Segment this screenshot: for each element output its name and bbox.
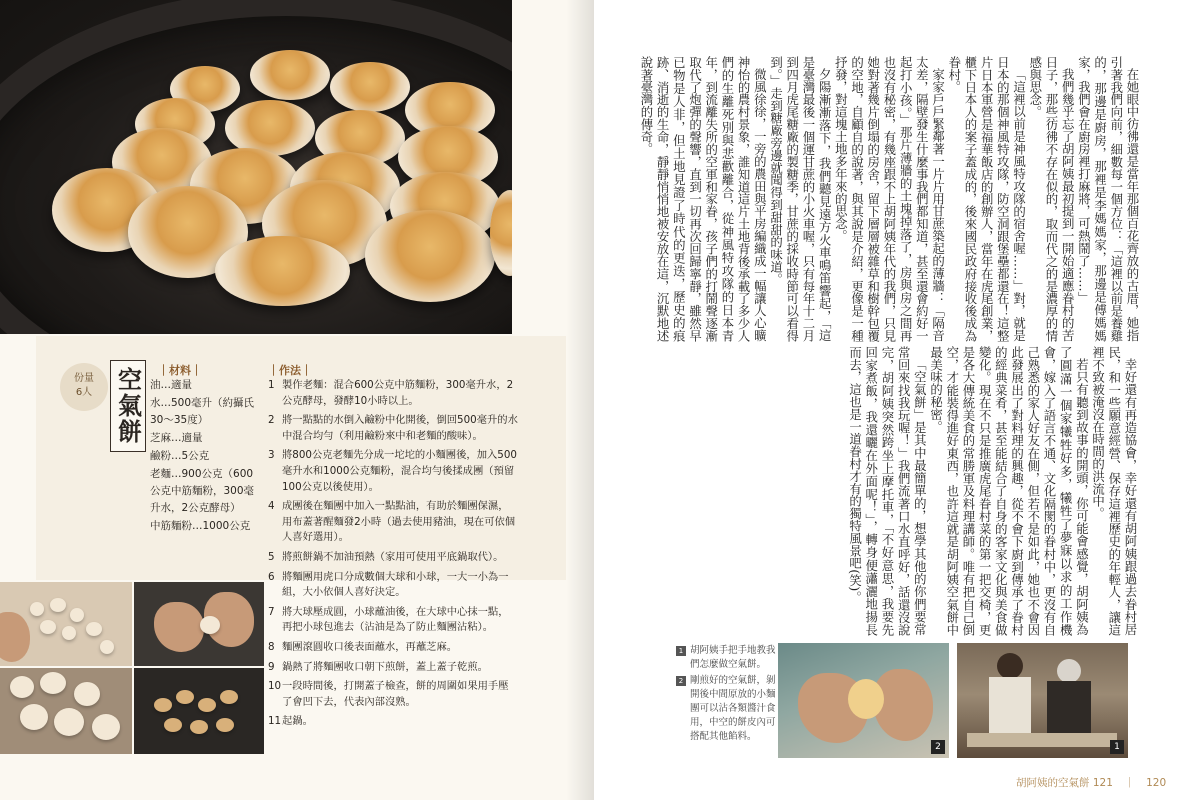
ingredient-item: 鹼粉…5公克: [150, 450, 210, 462]
article-paragraph: 「空氣餅」是其中最簡單的，想學其他的你們要常常回來找我玩喔！」我們流著口水直呼好，話還沒說完，胡阿姨突然跨坐上摩托車，「不好意思，我要先回家煮飯，我還曬在外面呢！」，轉身便瀟灑地揚長而去，這也是一道眷村才有的獨特風景吧(笑)。: [847, 346, 928, 636]
page-number: 120: [1146, 777, 1167, 789]
bun-in-pan: [190, 720, 208, 734]
process-photo-pan-frying: [134, 668, 264, 754]
dough-ball: [86, 622, 102, 636]
step-text: 一段時間後，打開蓋子檢查，餅的周圍如果用手壓了會凹下去，代表內部沒熟。: [282, 680, 509, 708]
dough-ball: [20, 704, 48, 730]
dough-ball: [100, 640, 114, 654]
left-page: [0, 0, 594, 800]
step-item: [268, 448, 518, 495]
dough-ball: [40, 620, 56, 634]
ingredient-item: 芝麻…適量: [150, 432, 203, 444]
article-paragraph: 家家戶戶緊鄰著一片片用甘蔗築起的薄牆：「隔音太差，隔壁發生什麼事我們都知道，甚至還會約好一起打小孩。」那片薄牆的土塊掉落了，房與房之間再也沒有秘密，有幾座跟不上胡阿姨年代的我們，只見她對著幾片倒塌的房舍，留下層層被雜草和樹幹包覆的空地，自顧自的說著，與其說是介紹，更像是一種抒發，對這塊土地多年來的思念。: [833, 56, 946, 342]
bun-in-pan: [154, 698, 172, 712]
dough-ball: [62, 626, 76, 640]
step-text: 將麵團用虎口分成數個大球和小球，一大一小為一組，大小依個人喜好決定。: [282, 570, 509, 599]
step-number: 2: [268, 414, 275, 427]
footer-separator: ｜: [1124, 777, 1135, 789]
bun: [330, 62, 410, 112]
hero-photo-fried-buns: [0, 0, 512, 334]
process-photo-sesame-coated: [0, 668, 132, 754]
table: [967, 733, 1117, 747]
step-number: 10: [268, 680, 282, 693]
caption-text: 胡阿姨手把手地教我們怎麼做空氣餅。: [690, 645, 776, 670]
step-text: 起鍋。: [282, 715, 313, 728]
bun: [215, 236, 350, 306]
dough-ball: [200, 616, 220, 634]
bun: [365, 210, 495, 302]
bun-in-pan: [176, 690, 194, 704]
step-item: [268, 605, 518, 636]
step-number: 9: [268, 660, 275, 673]
dough-ball: [10, 676, 34, 698]
dough-ball: [74, 682, 100, 706]
ingredient-item: 中筋麵粉…1000公克: [150, 520, 251, 532]
step-item: [268, 550, 518, 566]
process-photo-shaping: [134, 582, 264, 666]
article-paragraph: 幸好還有再造協會，幸好還有胡阿姨跟過去眷村居民，和一些願意經營、保存這裡歷史的年輕人，讓這裡不致被淹沒在時間的洪流中。: [1090, 346, 1138, 636]
caption-text: 剛煎好的空氣餅，剝開後中間原放的小麵團可以沾各類醬汁食用，中空的餅皮內可搭配其他餡料。: [690, 675, 776, 742]
article-paragraph: 夕陽漸漸落下，我們聽見遠方火車鳴笛響起，「這是臺灣最後一個運甘蔗的小火車喔，只有每年十二月到四月虎尾糖廠的製糖季，甘蔗的採收時節可以看得到。」走到糖廠旁邊就聞得到甜甜的味道。: [768, 56, 833, 342]
photo-badge: 1: [1110, 740, 1124, 754]
article-lower-text: [676, 346, 1138, 636]
article-paragraph: 我們幾乎忘了胡阿姨最初提到一開始適應眷村的苦日子，那些彷彿不存在似的，取而代之的是濃厚的情感與思念。: [1027, 56, 1076, 342]
ingredient-item: 水…500毫升（約攝氏30～35度）: [150, 397, 255, 426]
bun-in-pan: [216, 718, 234, 732]
article-paragraph: 若只有聽到故事的開頭，你可能會感覺，胡阿姨為了圓滿一個家犧牲好多，犧牲了夢寐以求的工作機會，嫁入了語言不通、文化隔閡的眷村中，更沒有自己熟悉的家人好友在側，但若不是如此，她也不會因此發展出了對料理的興趣，從不會下廚到傳承了眷村的經典菜肴，甚至能結合了自身的客家文化與美食做變化。現在不只是推廣虎尾眷村菜的第一把交椅，更是各大傳統美食的常勝軍及料理講師。唯有把自己倒空，才能裝得進好東西，也許這就是胡阿姨空氣餅中最美味的秘密。: [928, 346, 1090, 636]
person-body: [989, 677, 1031, 737]
step-number: 11: [268, 715, 282, 728]
step-item: [268, 499, 518, 546]
step-number: 8: [268, 640, 275, 653]
step-item: [268, 413, 518, 444]
step-text: 將煎餅鍋不加油預熱（家用可使用平底鍋取代）。: [282, 550, 504, 563]
bun-in-pan: [198, 698, 216, 712]
steps-header: ｜作法｜: [268, 364, 312, 377]
torn-bun: [848, 679, 884, 719]
dough-ball: [70, 608, 84, 622]
page-footer: [1016, 775, 1166, 790]
caption-item: [676, 674, 776, 744]
step-text: 鍋熱了將麵團收口朝下煎餅，蓋上蓋子乾煎。: [282, 660, 488, 673]
photo-torn-bun: [778, 643, 949, 758]
hand: [154, 602, 204, 652]
step-number: 4: [268, 500, 275, 513]
article-paragraph: 「這裡以前是神風特攻隊的宿舍喔……」對，就是日本的那個神風特攻隊，防空洞跟堡壘都還在！這整片日本軍營是福華飯店的創辦人，當年在虎尾創業，櫃下日本人的案子蓋成的，後來國民政府接收後成為眷村。: [946, 56, 1027, 342]
ingredient-list: [150, 377, 262, 536]
caption-item: [676, 644, 776, 672]
recipe-title: 空氣餅: [110, 360, 146, 452]
step-item: [268, 378, 518, 409]
dough-ball: [40, 672, 66, 694]
step-text: 將大球壓成圓，小球蘸油後，在大球中心抹一點，再把小球包進去（沾油是為了防止麵團沾粘）。: [282, 605, 509, 634]
step-item: [268, 714, 518, 730]
ingredient-item: 油…適量: [150, 379, 192, 391]
person-head: [1057, 659, 1081, 683]
caption-number: 2: [676, 676, 686, 686]
step-text: 將一點點的水倒入鹼粉中化開後，倒回500毫升的水中混合均勻（利用鹼粉來中和老麵的酸味）。: [282, 414, 518, 442]
serving-badge: [60, 363, 108, 411]
step-item: [268, 660, 518, 676]
step-number: 6: [268, 570, 275, 583]
process-photo-dough-balls: [0, 582, 132, 666]
article-paragraph: 微風徐徐，一旁的農田與平房編織成一幅讓人心曠神怡的農村景象，誰知道這片土地背後承載了多少人們的生離死別與悲歡離合，從神風特攻隊的日本青年，到流離失所的空軍和家眷，孩子們的打鬧聲逐漸取代了炮彈的聲響，直到一切再次回歸寧靜，雖然早已物是人非，但土地見證了時代的更迭，歷史的痕跡、消逝的生命，靜靜悄悄地被安放在這，沉默地述說著臺灣的傳奇。: [638, 56, 768, 342]
person-head: [997, 653, 1023, 679]
article-upper-text: [606, 56, 1140, 342]
step-item: [268, 570, 518, 601]
photo-teaching-kitchen: [957, 643, 1128, 758]
caption-number: 1: [676, 646, 686, 656]
serving-value: 6人: [75, 387, 93, 398]
bun-in-pan: [164, 718, 182, 732]
step-item: [268, 640, 518, 656]
bun-in-pan: [220, 690, 238, 704]
person-body: [1047, 681, 1091, 739]
serving-label: 份量: [74, 373, 94, 384]
step-item: [268, 679, 518, 710]
page-number-right-label: 121: [1092, 777, 1113, 789]
photo-captions: [676, 644, 776, 746]
photo-badge: 2: [931, 740, 945, 754]
ingredient-item: 老麵…900公克（600公克中筋麵粉，300毫升水，2公克酵母）: [150, 468, 255, 514]
ingredients-header: ｜材料｜: [158, 364, 202, 377]
step-number: 7: [268, 605, 275, 618]
dough-ball: [54, 708, 84, 736]
chapter-title: 胡阿姨的空氣餅: [1016, 777, 1090, 789]
dough-ball: [30, 602, 44, 616]
step-number: 3: [268, 449, 275, 462]
step-number: 5: [268, 550, 275, 563]
dough-ball: [92, 714, 120, 740]
step-text: 麵團滾圓收口後表面蘸水，再蘸芝麻。: [282, 640, 458, 653]
step-number: 1: [268, 379, 275, 391]
bun: [250, 50, 330, 100]
article-paragraph: 在她眼中彷彿還是當年那個百花齊放的古厝，她指引著我們向前，細數每一個方位：「這裡以前是養雞的，那邊是廚房，那裡是李媽媽家，那邊是傅媽媽家，我們會在廚房裡打麻將，可熱鬧了……」: [1076, 56, 1140, 342]
step-list: [268, 378, 518, 734]
step-text: 將800公克老麵先分成一坨坨的小麵團後，加入500毫升水和1000公克麵粉，混合均勻後揉成團（預留100公克以後使用）。: [282, 449, 517, 493]
hand: [0, 612, 30, 662]
step-text: 成團後在麵團中加入一點點油，有助於麵團保濕，用布蓋著醒麵發2小時（過去使用豬油，現在可依個人喜好選用）。: [282, 500, 516, 544]
dough-ball: [50, 598, 66, 612]
step-text: 製作老麵：混合600公克中筋麵粉，300毫升水，2公克酵母，發酵10小時以上。: [282, 379, 514, 407]
